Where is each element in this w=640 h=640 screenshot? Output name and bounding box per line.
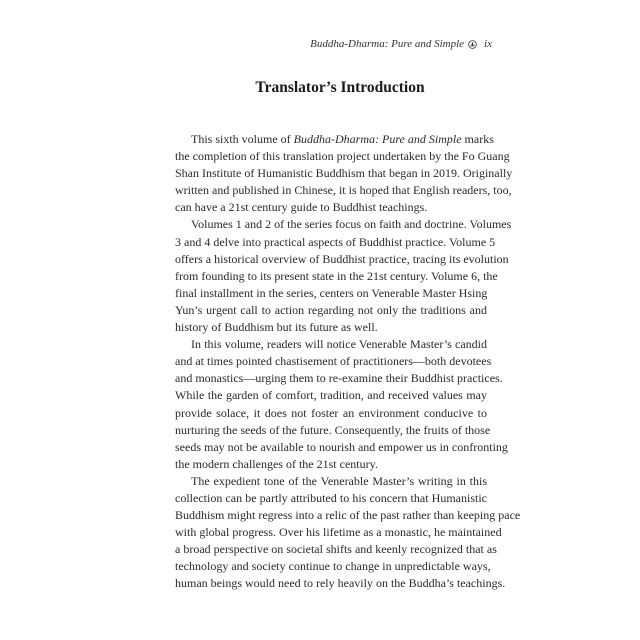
text-line: provide solace, it does not foster an environment conducive to — [175, 405, 487, 420]
text-line: a broad perspective on societal shifts and keenly recognized that as — [175, 542, 497, 557]
text-line: can have a 21st century guide to Buddhist teachings. — [175, 200, 428, 215]
text-line: and monastics—urging them to re-examine their Buddhist practices. — [175, 371, 503, 386]
lotus-ornament-icon — [468, 40, 477, 49]
text-run: This sixth volume of — [191, 132, 294, 146]
text-line: While the garden of comfort, tradition, and received values may — [175, 388, 487, 403]
body-paragraph — [175, 473, 521, 593]
running-title: Buddha-Dharma: Pure and Simple — [310, 38, 465, 50]
text-line: Yun’s urgent call to action regarding not only the traditions and — [175, 302, 487, 317]
text-line: collection can be partly attributed to his concern that Humanistic — [175, 490, 487, 505]
chapter-title: Translator’s Introduction — [255, 79, 425, 96]
text-line: history of Buddhism but its future as well. — [175, 320, 378, 335]
text-line — [175, 131, 494, 148]
book-title-italic: Buddha-Dharma: Pure and Simple — [293, 132, 462, 146]
text-line: with global progress. Over his lifetime as a monastic, he maintained — [175, 525, 502, 540]
text-line: and at times pointed chastisement of practitioners—both devotees — [175, 354, 492, 369]
text-line: 3 and 4 delve into practical aspects of Buddhist practice. Volume 5 — [175, 234, 496, 249]
body-paragraph — [175, 336, 508, 473]
text-line: human beings would need to rely heavily on the Buddha’s teachings. — [175, 576, 506, 591]
body-text — [175, 131, 521, 593]
text-line: Shan Institute of Humanistic Buddhism that began in 2019. Originally — [175, 166, 513, 181]
text-line: In this volume, readers will notice Venerable Master’s candid — [191, 337, 487, 352]
text-line: offers a historical overview of Buddhist practice, tracing its evolution — [175, 251, 509, 266]
body-paragraph — [175, 131, 513, 216]
text-line: the modern challenges of the 21st century. — [175, 456, 378, 471]
text-line: technology and society continue to change in unpredictable ways, — [175, 559, 491, 574]
text-line: written and published in Chinese, it is hoped that English readers, too, — [175, 183, 512, 198]
text-line: from founding to its present state in the 21st century. Volume 6, the — [175, 268, 498, 283]
text-line: Volumes 1 and 2 of the series focus on faith and doctrine. Volumes — [191, 217, 512, 232]
running-header — [310, 38, 492, 50]
text-line: final installment in the series, centers on Venerable Master Hsing — [175, 285, 488, 300]
body-paragraph — [175, 216, 512, 336]
page-number: ix — [484, 38, 492, 50]
text-line: Buddhism might regress into a relic of the past rather than keeping pace — [175, 508, 521, 523]
text-line: the completion of this translation project undertaken by the Fo Guang — [175, 149, 510, 164]
text-line: seeds may not be available to nourish and empower us in confronting — [175, 439, 508, 454]
text-line: The expedient tone of the Venerable Master’s writing in this — [191, 473, 487, 488]
text-line: nurturing the seeds of the future. Consequently, the fruits of those — [175, 422, 491, 437]
text-run: marks — [461, 132, 494, 146]
